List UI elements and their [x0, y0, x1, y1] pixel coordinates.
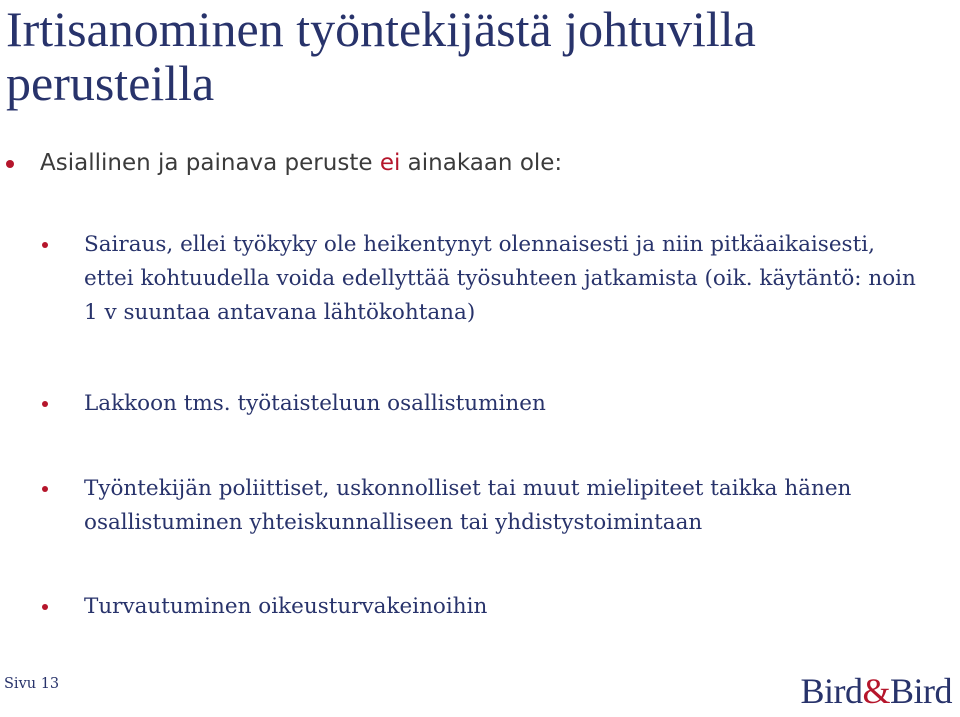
page-number: Sivu 13 — [4, 676, 60, 692]
bullet-dot-icon — [6, 160, 14, 168]
main-bullet-after: ainakaan ole: — [400, 150, 563, 176]
main-bullet-highlight: ei — [379, 150, 401, 176]
sub-bullet-text: Sairaus, ellei työkyky ole heikentynyt olennaisesti ja niin pitkäaikaisesti, ettei kohtuudella voida edellyttää työsuhteen jatkamista (oik. käytäntö: noin 1 v suuntaa antavana lähtökohtana) — [84, 232, 916, 325]
logo-ampersand: & — [862, 671, 890, 711]
bullet-dot-icon — [42, 242, 48, 248]
logo-part1: Bird — [800, 671, 863, 711]
sub-bullet-item — [42, 228, 922, 330]
logo-part2: Bird — [889, 671, 952, 711]
main-bullet-before: Asiallinen ja painava peruste — [40, 150, 380, 176]
sub-bullet-item — [42, 590, 922, 624]
main-bullet-text — [40, 148, 562, 178]
main-bullet — [6, 148, 562, 178]
sub-bullet-text: Lakkoon tms. työtaisteluun osallistuminen — [84, 391, 546, 416]
bird-and-bird-logo — [800, 670, 952, 712]
sub-bullet-item — [42, 387, 922, 421]
slide-title: Irtisanominen työntekijästä johtuvilla perusteilla — [6, 1, 756, 111]
bullet-dot-icon — [42, 604, 48, 610]
bullet-dot-icon — [42, 401, 48, 407]
bullet-dot-icon — [42, 486, 48, 492]
sub-bullet-item — [42, 472, 922, 540]
sub-bullet-text: Työntekijän poliittiset, uskonnolliset tai muut mielipiteet taikka hänen osallistuminen yhteiskunnalliseen tai yhdistystoimintaan — [84, 476, 852, 535]
sub-bullet-text: Turvautuminen oikeusturvakeinoihin — [84, 594, 488, 619]
